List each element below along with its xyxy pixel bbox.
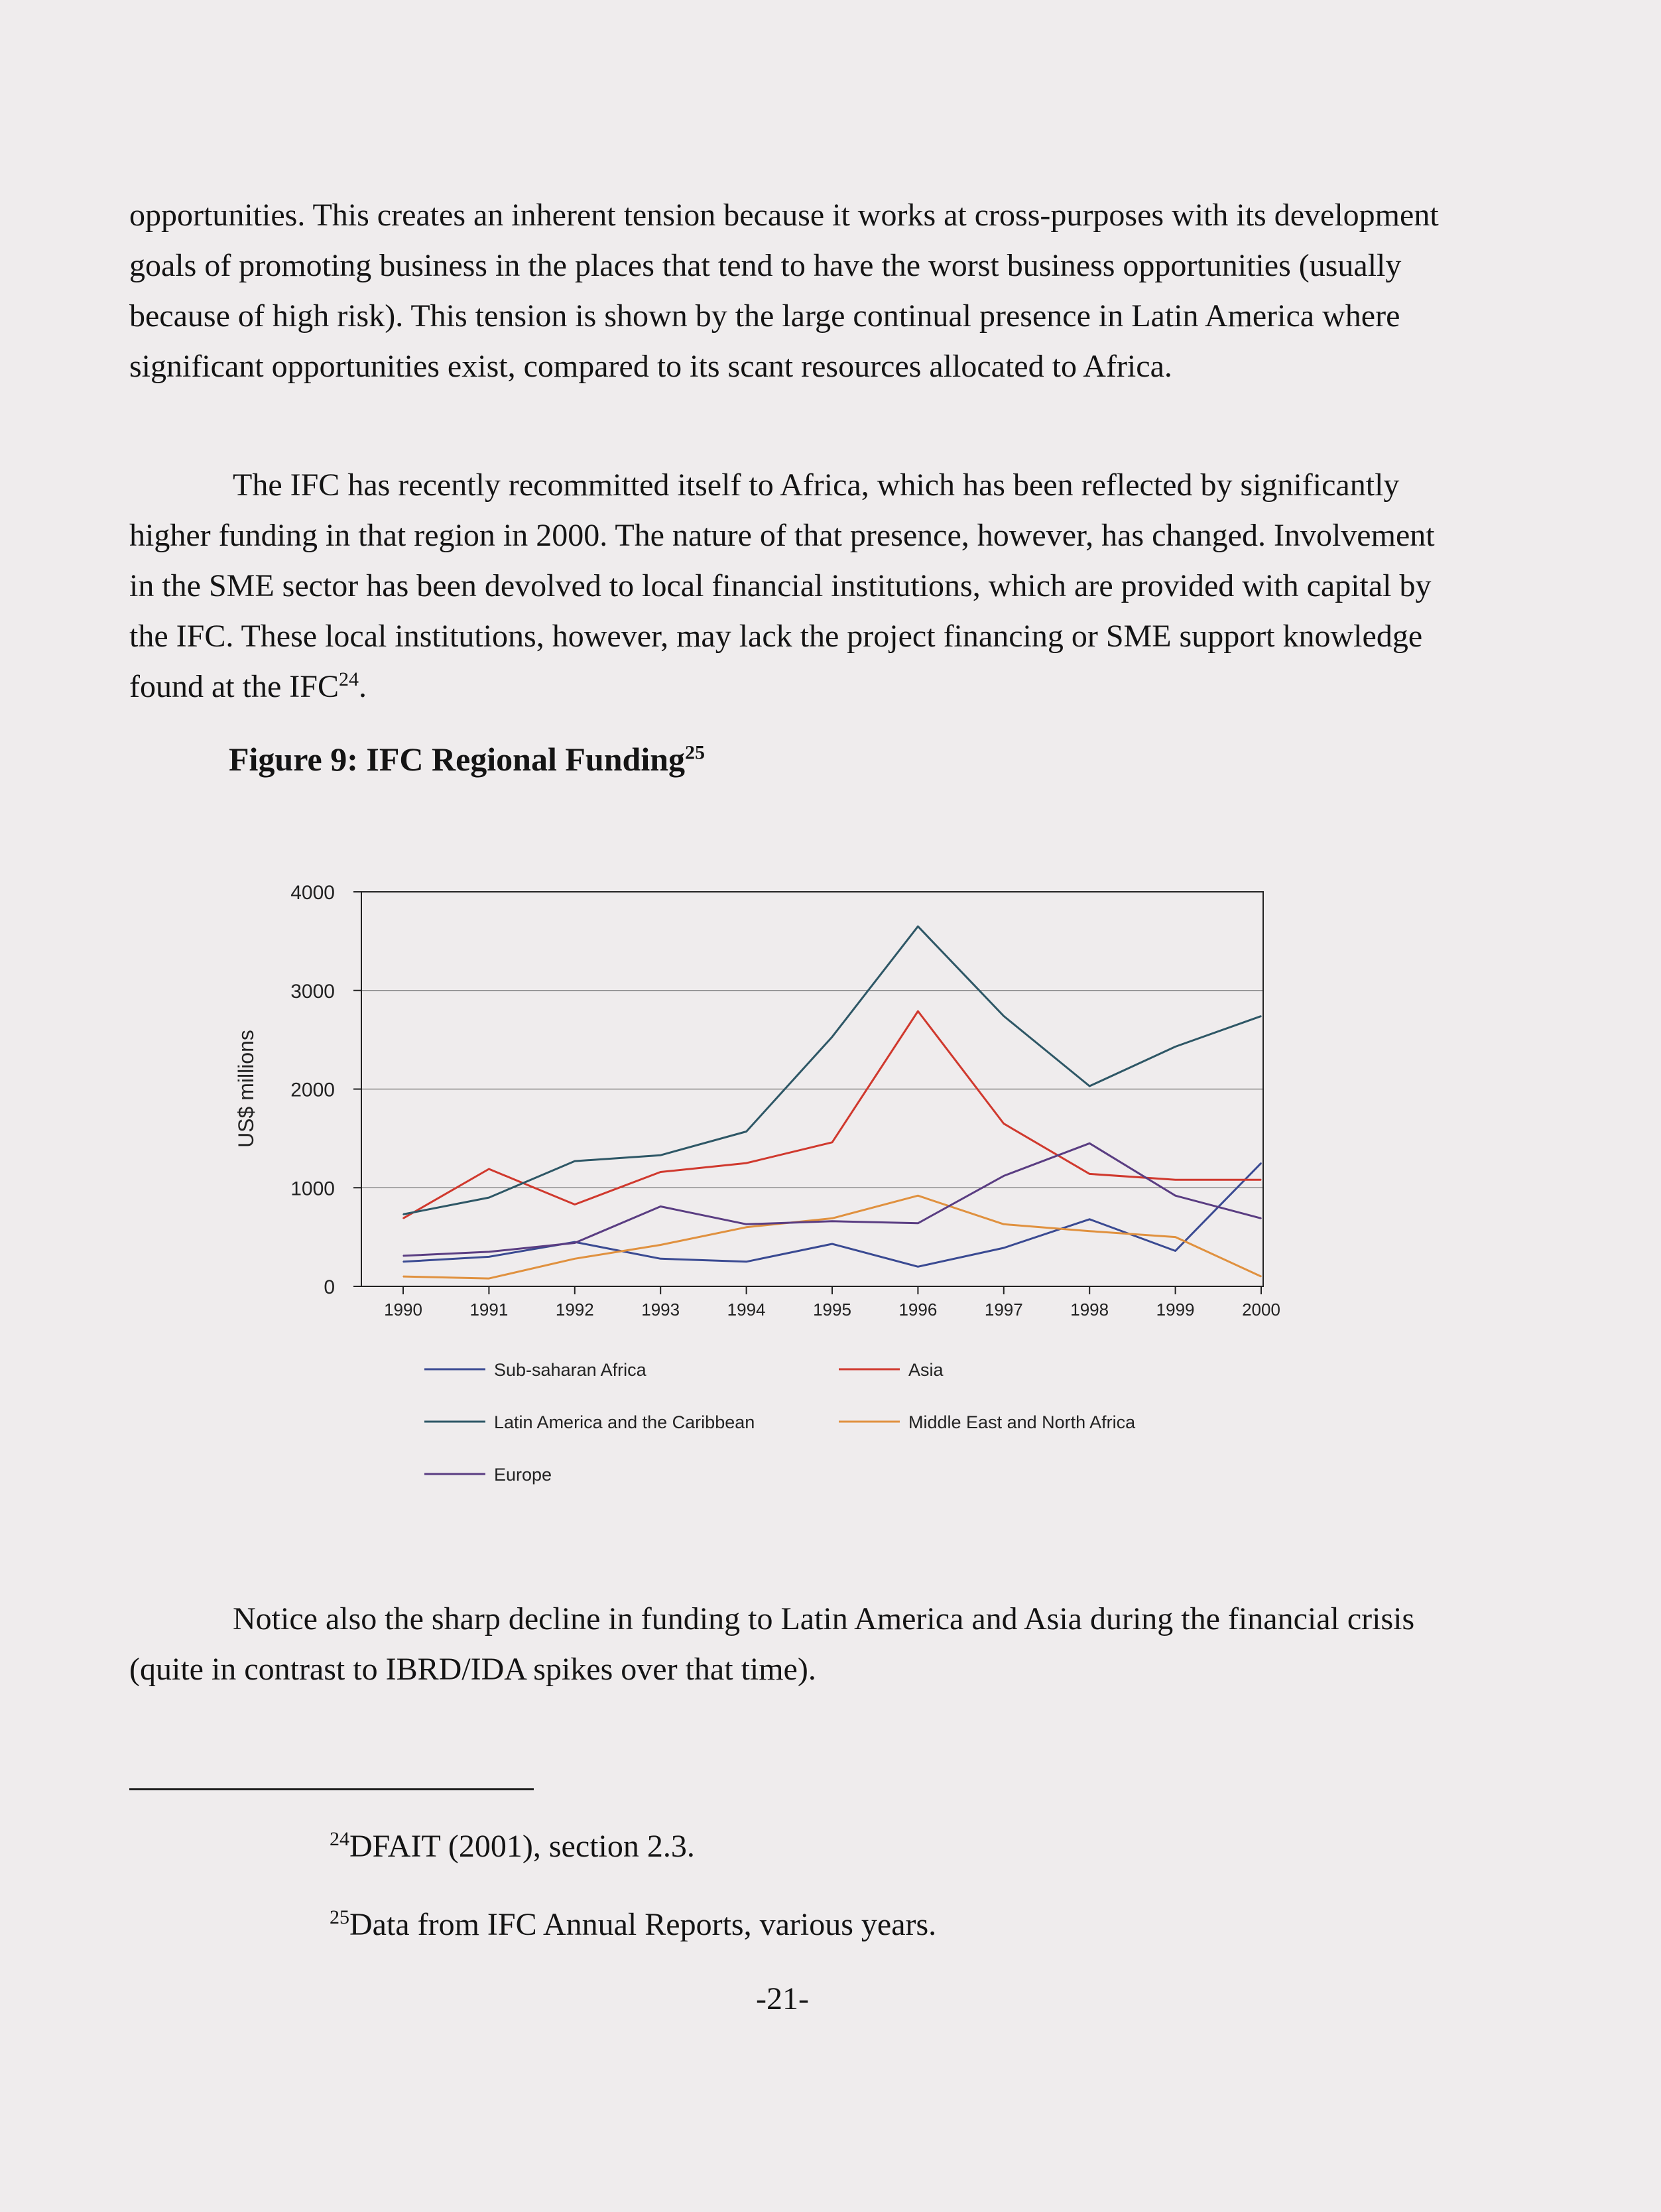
data-point <box>1261 1180 1262 1181</box>
data-point <box>746 1162 747 1164</box>
footnote-25-text: Data from IFC Annual Reports, various years. <box>349 1907 937 1942</box>
data-point <box>831 1221 833 1222</box>
legend-label: Middle East and North Africa <box>908 1412 1136 1432</box>
data-point <box>831 1036 833 1038</box>
legend-label: Sub-saharan Africa <box>494 1360 646 1380</box>
y-tick-label: 0 <box>324 1276 335 1298</box>
data-point <box>660 1259 661 1260</box>
data-point <box>1089 1174 1090 1175</box>
figure-title-text: Figure 9: IFC Regional Funding <box>229 741 686 778</box>
footnote-24-text: DFAIT (2001), section 2.3. <box>349 1829 695 1864</box>
data-point <box>1089 1143 1090 1144</box>
footnote-mark-25: 25 <box>330 1906 349 1928</box>
body-paragraph-1: opportunities. This creates an inherent tension because it works at cross-purposes with its development goals of promoting business in the places that tend to have the worst business opportunities (usually because of high risk). This tension is shown by the large continual presence in Latin America where significant opportunities exist, compared to its scant resources allocated to Africa. <box>129 198 1439 384</box>
data-point <box>1175 1251 1176 1252</box>
paragraph-2-tail: . <box>358 669 367 704</box>
data-point <box>402 1214 404 1215</box>
page-number: -21- <box>756 1981 809 2016</box>
data-point <box>489 1257 490 1258</box>
x-tick-label: 1998 <box>1070 1300 1109 1320</box>
x-tick-label: 1996 <box>898 1300 938 1320</box>
data-point <box>1175 1195 1176 1196</box>
footnote-mark-24: 24 <box>330 1828 349 1850</box>
data-point <box>1261 1016 1262 1017</box>
y-tick-label: 4000 <box>290 882 335 904</box>
legend-label: Latin America and the Caribbean <box>494 1412 755 1432</box>
legend-item <box>839 1360 944 1380</box>
data-point <box>918 1011 919 1012</box>
footnote-ref-24[interactable]: 24 <box>338 668 359 690</box>
paragraph-2-text: The IFC has recently recommitted itself to Africa, which has been reflected by significantly higher funding in that region in 2000. The nature of that presence, however, has changed. Involvement in the SME sector has been devolved to local financial institutions, which are provided with capital by the IFC. These local institutions, however, may lack the project financing or SME support knowledge found at the IFC <box>129 467 1435 704</box>
data-point <box>1003 1176 1005 1177</box>
x-tick-label: 2000 <box>1242 1300 1280 1320</box>
series-lines <box>402 926 1262 1279</box>
footnote-divider <box>129 1788 534 1790</box>
legend <box>424 1360 1136 1485</box>
x-tick-label: 1991 <box>469 1300 509 1320</box>
data-point <box>831 1218 833 1219</box>
x-tick-label: 1994 <box>727 1300 766 1320</box>
footnote-24 <box>330 1827 695 1867</box>
series-line-latin-america-and-the-caribbean <box>403 926 1261 1214</box>
legend-item <box>424 1360 647 1380</box>
data-point <box>1175 1237 1176 1238</box>
data-point <box>918 1195 919 1196</box>
series-line-middle-east-and-north-africa <box>403 1196 1261 1278</box>
footnote-ref-25[interactable]: 25 <box>685 741 706 764</box>
data-point <box>1261 1162 1262 1164</box>
y-tick-label: 2000 <box>290 1079 335 1101</box>
data-point <box>660 1206 661 1207</box>
legend-item <box>424 1412 755 1432</box>
data-point <box>402 1255 404 1257</box>
x-tick-label: 1997 <box>984 1300 1023 1320</box>
data-point <box>918 1266 919 1267</box>
data-point <box>402 1276 404 1277</box>
y-tick-label: 3000 <box>290 980 335 1003</box>
grid-lines <box>361 892 1263 1286</box>
data-point <box>746 1131 747 1133</box>
closing-paragraph: Notice also the sharp decline in funding to Latin America and Asia during the financial crisis (quite in contrast to IBRD/IDA spikes over that time). <box>129 1601 1415 1687</box>
data-point <box>918 1223 919 1224</box>
data-point <box>489 1251 490 1253</box>
data-point <box>489 1168 490 1170</box>
data-point <box>574 1243 576 1244</box>
data-point <box>746 1261 747 1262</box>
data-point <box>402 1218 404 1219</box>
data-point <box>660 1172 661 1173</box>
data-point <box>746 1227 747 1228</box>
y-tick-label: 1000 <box>290 1178 335 1200</box>
y-axis-label: US$ millions <box>234 1030 258 1148</box>
data-point <box>1089 1085 1090 1087</box>
data-point <box>1175 1046 1176 1048</box>
data-point <box>1003 1123 1005 1125</box>
data-point <box>1003 1223 1005 1225</box>
data-point <box>574 1160 576 1162</box>
data-point <box>574 1259 576 1260</box>
data-point <box>1089 1219 1090 1220</box>
footnote-25 <box>330 1905 936 1945</box>
x-tick-label: 1999 <box>1156 1300 1195 1320</box>
legend-item <box>839 1412 1136 1432</box>
data-point <box>1175 1180 1176 1181</box>
x-tick-label: 1990 <box>384 1300 422 1320</box>
data-point <box>402 1261 404 1262</box>
data-point <box>660 1245 661 1246</box>
data-point <box>746 1223 747 1225</box>
data-point <box>918 926 919 927</box>
data-point <box>1261 1276 1262 1277</box>
legend-item <box>424 1465 552 1485</box>
data-point <box>660 1154 661 1156</box>
x-tick-label: 1995 <box>813 1300 851 1320</box>
x-tick-label: 1993 <box>641 1300 680 1320</box>
data-point <box>1261 1218 1262 1219</box>
data-point <box>489 1197 490 1198</box>
data-point <box>574 1204 576 1205</box>
data-point <box>831 1142 833 1143</box>
x-tick-label: 1992 <box>555 1300 594 1320</box>
data-point <box>831 1243 833 1245</box>
data-point <box>489 1278 490 1279</box>
legend-label: Asia <box>908 1360 944 1380</box>
data-point <box>1003 1247 1005 1249</box>
series-line-europe <box>403 1143 1261 1256</box>
legend-label: Europe <box>494 1465 552 1485</box>
data-point <box>1003 1016 1005 1017</box>
data-point <box>1089 1231 1090 1232</box>
y-tick-labels <box>290 882 361 1298</box>
x-tick-labels <box>384 1286 1280 1320</box>
